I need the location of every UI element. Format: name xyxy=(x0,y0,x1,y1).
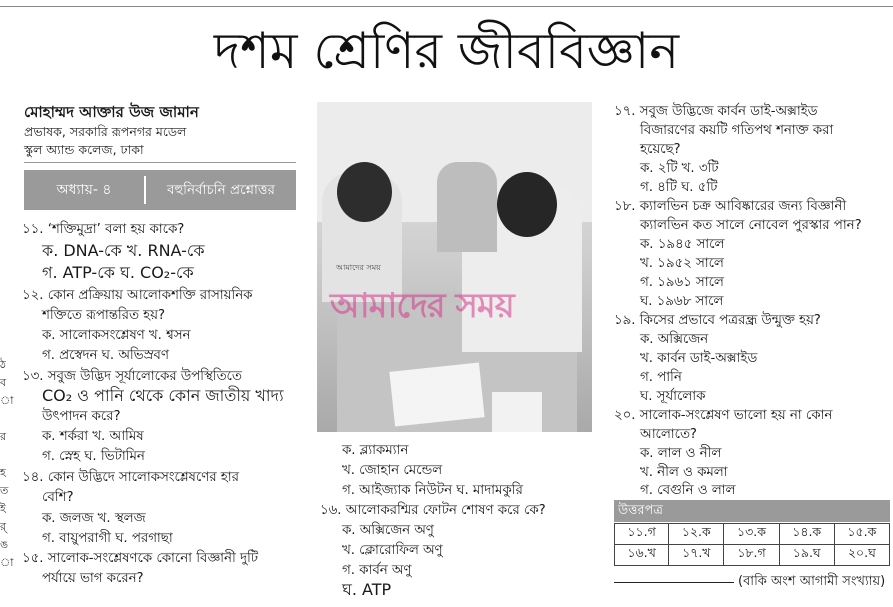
option-line: গ. আইজ্যাক নিউটন ঘ. মাদামকুরি xyxy=(342,483,523,498)
question-line: CO₂ ও পানি থেকে কোন জাতীয় খাদ্য xyxy=(42,386,284,405)
photo-paper xyxy=(389,362,484,426)
question-line: ২০. সালোক-সংশ্লেষণ ভালো হয় না কোন xyxy=(614,408,833,423)
option-line: ঘ. ATP xyxy=(342,580,392,599)
photo-student-head xyxy=(337,162,392,222)
option-line: ক. DNA-কে খ. RNA-কে xyxy=(42,241,205,260)
answer-key-table xyxy=(614,523,890,566)
question-line: বেশি? xyxy=(42,490,74,505)
author-name: মোহাম্মদ আক্তার উজ জামান xyxy=(24,103,199,121)
option-line: ক. ১৯৪৫ সালে xyxy=(640,237,725,252)
top-rule xyxy=(0,6,893,7)
option-line: ক. সালোকসংশ্লেষণ খ. শ্বসন xyxy=(42,328,191,343)
continued-note: (বাকি অংশ আগামী সংখ্যায়) xyxy=(738,574,886,589)
option-line: গ. বেগুনি ও লাল xyxy=(640,483,736,498)
edge-glyph: র xyxy=(0,430,7,443)
option-line: খ. নীল ও কমলা xyxy=(640,465,728,480)
edge-glyph: র্ xyxy=(0,520,7,533)
option-line: খ. ১৯৫২ সালে xyxy=(640,256,724,271)
option-line: ক. অক্সিজেন xyxy=(640,332,709,347)
watermark-small: আমাদের সময় xyxy=(336,263,381,272)
chapter-bar xyxy=(24,170,296,210)
table-row xyxy=(615,524,890,545)
edge-glyph: হ xyxy=(0,466,6,479)
option-line: ক. ২টি খ. ৩টি xyxy=(640,161,719,176)
option-line: ক. অক্সিজেন অণু xyxy=(342,523,434,538)
table-row xyxy=(615,545,890,566)
photo-student-head xyxy=(497,172,557,237)
question-line: ১৪. কোন উদ্ভিদে সালোকসংশ্লেষণের হার xyxy=(22,470,239,485)
page-title: দশম শ্রেণির জীববিজ্ঞান xyxy=(213,22,680,80)
option-line: গ. পানি xyxy=(640,370,682,385)
edge-glyph: া xyxy=(0,394,14,407)
option-line: ক. জলজ খ. স্থলজ xyxy=(42,511,146,526)
question-line: ১৩. সবুজ উদ্ভিদ সূর্যালোকের উপস্থিতিতে xyxy=(22,369,242,384)
option-line: গ. বায়ুপরাগী ঘ. পরগাছা xyxy=(42,531,173,546)
question-line: ১৫. সালোক-সংশ্লেষণকে কোনো বিজ্ঞানী দুটি xyxy=(22,551,259,566)
author-role: প্রভাষক, সরকারি রূপনগর মডেল xyxy=(24,124,187,139)
question-line: ১৭. সবুজ উদ্ভিজে কার্বন ডাই-অক্সাইড xyxy=(614,104,818,119)
option-line: গ. ৪টি ঘ. ৫টি xyxy=(640,180,718,195)
question-line: ১৬. আলোকরশ্মির ফোটন শোষণ করে কে? xyxy=(320,503,546,518)
option-line: গ. কার্বন অণু xyxy=(342,563,412,578)
section-label: বহুনির্বাচনি প্রশ্নোত্তর xyxy=(167,181,275,198)
question-line: পর্যায়ে ভাগ করেন? xyxy=(42,571,144,586)
question-line: ১৯. কিসের প্রভাবে পত্ররন্ধ্র উন্মুক্ত হয়? xyxy=(614,313,821,328)
question-line: শক্তিতে রূপান্তরিত হয়? xyxy=(42,308,166,323)
answer-cell: ২০.ঘ xyxy=(834,545,889,566)
edge-glyph: ই xyxy=(0,502,6,515)
option-line: খ. কার্বন ডাই-অক্সাইড xyxy=(640,351,758,366)
question-line: আলোতে? xyxy=(640,427,697,442)
photo-student xyxy=(437,162,497,252)
answer-cell: ১৬.খ xyxy=(615,545,669,566)
option-line: ক. লাল ও নীল xyxy=(640,446,722,461)
question-line: ১১. ‘শক্তিমুদ্রা’ বলা হয় কাকে? xyxy=(22,222,185,237)
question-line: বিজারণের কয়টি গতিপথ শনাক্ত করা xyxy=(640,123,834,138)
watermark: আমাদের সময় xyxy=(330,286,514,326)
option-line: খ. ক্লোরোফিল অণু xyxy=(342,543,443,558)
question-line: ১৮. ক্যালভিন চক্র আবিষ্কারের জন্য বিজ্ঞানী xyxy=(614,199,847,214)
option-line: ঘ. ১৯৬৮ সালে xyxy=(640,294,724,309)
answer-cell: ১৯.ঘ xyxy=(779,545,834,566)
question-line: ১২. কোন প্রক্রিয়ায় আলোকশক্তি রাসায়নিক xyxy=(22,288,253,303)
answer-cell: ১৮.গ xyxy=(724,545,779,566)
option-line: ঘ. সূর্যালোক xyxy=(640,389,706,404)
chapter-label: অধ্যায়- ৪ xyxy=(56,182,112,198)
option-line: ক. শর্করা খ. আমিষ xyxy=(42,429,144,444)
edge-glyph: া xyxy=(0,556,14,569)
answer-cell: ১৪.ক xyxy=(779,524,834,545)
author-institution: স্কুল অ্যান্ড কলেজ, ঢাকা xyxy=(24,142,144,157)
edge-glyph: ঠ xyxy=(0,358,6,371)
answer-cell: ১৩.ক xyxy=(724,524,779,545)
option-line: গ. ATP-কে ঘ. CO₂-কে xyxy=(42,263,194,282)
answer-cell: ১১.গ xyxy=(615,524,669,545)
answer-key-heading: উত্তরপত্র xyxy=(614,500,890,522)
footer-rule xyxy=(614,582,734,583)
answer-cell: ১২.ক xyxy=(669,524,724,545)
option-line: গ. ১৯৬১ সালে xyxy=(640,275,724,290)
edge-glyph: ঙ xyxy=(0,538,9,551)
option-line: গ. স্নেহ ঘ. ভিটামিন xyxy=(42,449,145,464)
photo-paper xyxy=(492,392,542,432)
question-line: হয়েছে? xyxy=(640,142,681,157)
edge-glyph: ত xyxy=(0,484,9,497)
question-line: উৎপাদন করে? xyxy=(42,409,121,424)
edge-glyph: ব xyxy=(0,376,7,389)
answer-cell: ১৭.খ xyxy=(669,545,724,566)
option-line: ক. ব্ল্যাকম্যান xyxy=(342,443,409,458)
option-line: খ. জোহান মেন্ডেল xyxy=(342,463,442,478)
author-divider xyxy=(24,162,296,163)
option-line: গ. প্রস্বেদন ঘ. অভিস্রবণ xyxy=(42,348,169,363)
answer-cell: ১৫.ক xyxy=(834,524,889,545)
question-line: ক্যালভিন কত সালে নোবেল পুরস্কার পান? xyxy=(640,218,862,233)
